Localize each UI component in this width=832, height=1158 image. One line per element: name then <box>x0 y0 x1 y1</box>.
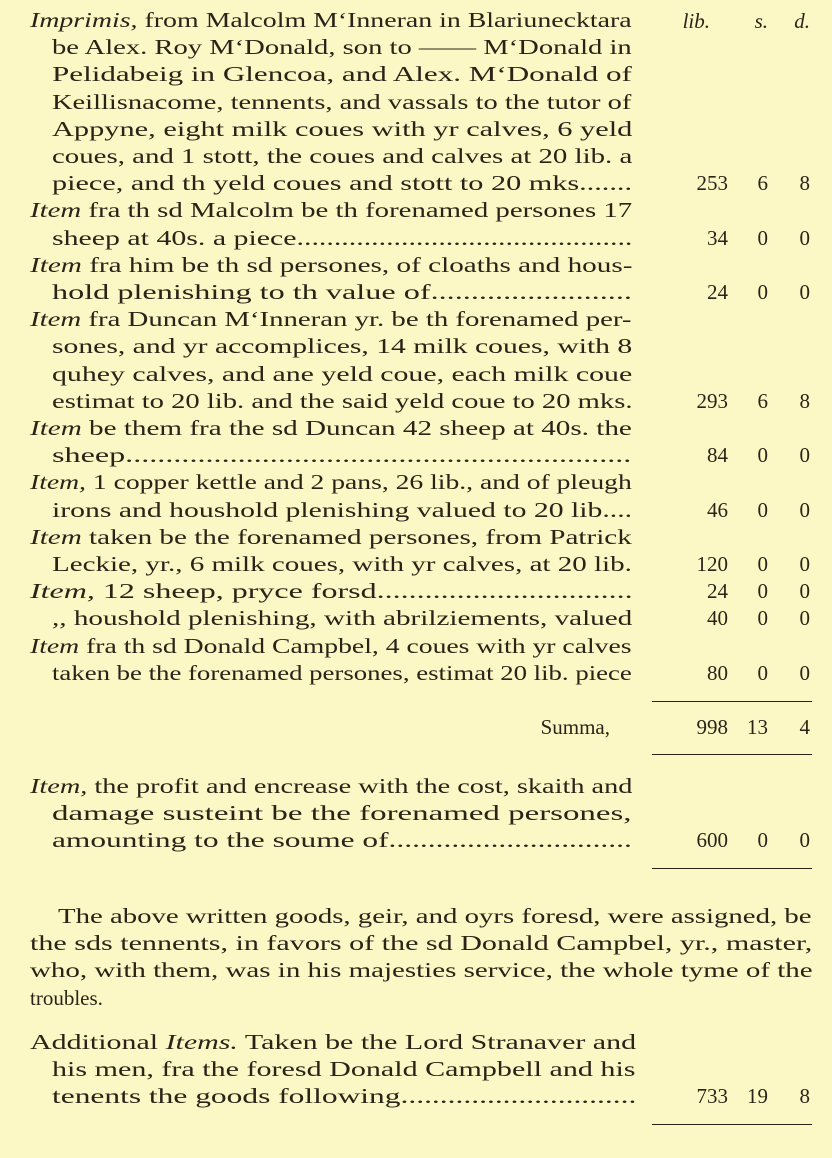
amount-lib: 253 <box>696 171 728 196</box>
entry-line <box>52 827 632 854</box>
amount-lib: 84 <box>707 443 728 468</box>
amount-lib: 24 <box>707 280 728 304</box>
entry-lead: Item <box>30 416 82 440</box>
entry-text: fra Duncan M‘Inneran yr. be th forenamed per- <box>81 307 632 332</box>
amount-d: 0 <box>799 606 810 631</box>
entry-text: coues, and 1 stott, the coues and calves at 20 lib. a <box>52 144 633 168</box>
amount-d: 0 <box>799 552 810 576</box>
entry-text: irons and houshold plenishing valued to 20 lib.... <box>52 497 633 522</box>
amount-d: 0 <box>799 443 810 468</box>
entry-text: the profit and encrease with the cost, skaith and <box>87 774 633 798</box>
rule-below-summa <box>652 754 812 755</box>
entry-line <box>52 800 632 827</box>
entry-line <box>52 34 632 61</box>
entry-first-line <box>30 524 632 551</box>
entry-text: damage susteint be the forenamed persones, <box>52 801 632 826</box>
entry-first-line <box>30 773 632 800</box>
summa-lib: 998 <box>696 715 728 739</box>
amount-d: 0 <box>799 280 810 304</box>
entry-lead: ,, <box>52 606 67 631</box>
entry-line <box>52 333 632 360</box>
amount-d: 0 <box>799 579 810 604</box>
entry-text: estimat to 20 lib. and the said yeld coue to 20 mks. <box>52 388 633 413</box>
amount-d: 0 <box>799 828 810 853</box>
entry-first-line <box>30 415 632 442</box>
entry-text: sheep............................................................... <box>52 443 632 468</box>
entry-line <box>52 551 632 578</box>
entry-lead: Item <box>30 307 82 332</box>
amount-lib: 46 <box>707 497 728 522</box>
amount-s: 6 <box>757 171 768 196</box>
entry-text: Appyne, eight milk coues with yr calves, 6 yeld <box>52 116 633 141</box>
entry-text: fra th sd Donald Campbel, 4 coues with yr calves <box>79 633 632 658</box>
paragraph-line: The above written goods, geir, and oyrs foresd, were assigned, be <box>58 904 812 928</box>
summa-d: 4 <box>799 715 810 739</box>
summa-label: Summa, <box>540 715 610 739</box>
entry-text: his men, fra the foresd Donald Campbell and his <box>52 1057 636 1082</box>
amount-lib: 600 <box>696 828 728 853</box>
amount-d: 8 <box>799 1084 810 1109</box>
entry-text: hold plenishing to th value of......................... <box>52 280 632 304</box>
entry-lead: Items. <box>165 1030 238 1054</box>
amount-s: 6 <box>757 388 768 413</box>
entry-text: piece, and th yeld coues and stott to 20 mks....... <box>52 171 633 196</box>
entry-first-line <box>30 7 632 34</box>
entry-line <box>52 61 632 88</box>
entry-line <box>52 116 632 143</box>
entry-first-line <box>30 469 632 496</box>
rule-below-profit <box>652 868 812 869</box>
entry-text: taken be the forenamed persones, estimat 20 lib. piece <box>52 660 632 685</box>
entry-first-line <box>30 633 632 660</box>
entry-text: houshold plenishing, with abrilziements, valued <box>66 606 633 631</box>
amount-lib: 120 <box>696 552 728 576</box>
entry-line <box>52 170 632 197</box>
entry-line <box>52 279 632 306</box>
amount-s: 0 <box>757 579 768 604</box>
amount-s: 0 <box>757 606 768 631</box>
entry-line <box>52 89 631 116</box>
entry-first-line <box>52 605 632 632</box>
entry-text: Pelidabeig in Glencoa, and Alex. M‘Donald of <box>52 62 632 87</box>
entry-text: 1 copper kettle and 2 pans, 26 lib., and of pleugh <box>85 470 632 495</box>
rule-above-summa <box>652 701 812 702</box>
amount-s: 0 <box>757 497 768 522</box>
entry-text: fra th sd Malcolm be th forenamed persones 17 <box>81 198 633 223</box>
amount-s: 0 <box>757 443 768 468</box>
paragraph-line: who, with them, was in his majesties service, the whole tyme of the <box>30 958 813 983</box>
amount-d: 0 <box>799 225 810 250</box>
amount-s: 0 <box>757 828 768 853</box>
entry-text: fra him be th sd persones, of cloaths and hous- <box>81 252 633 277</box>
entry-text: be Alex. Roy M‘Donald, son to —— M‘Donald in <box>52 35 632 60</box>
entry-lead: Imprimis, <box>30 8 138 32</box>
amount-s: 0 <box>757 552 768 576</box>
entry-line <box>52 361 632 388</box>
column-header-d: d. <box>794 9 810 33</box>
entry-first-line <box>30 1029 636 1056</box>
entry-lead: Item, <box>30 470 86 495</box>
entry-text: sheep at 40s. a piece............................................. <box>52 225 633 250</box>
entry-text: sones, and yr accomplices, 14 milk coues, with 8 <box>52 334 633 359</box>
entry-line <box>52 143 632 170</box>
column-header-s: s. <box>754 9 768 33</box>
entry-text: Leckie, yr., 6 milk coues, with yr calves, at 20 lib. <box>52 552 632 576</box>
entry-lead: Item <box>30 198 82 223</box>
amount-d: 0 <box>799 660 810 685</box>
entry-text: Keillisnacome, tennents, and vassals to the tutor of <box>52 89 632 114</box>
entry-first-line <box>30 197 632 224</box>
entry-line <box>52 388 632 415</box>
paragraph-line: troubles. <box>30 985 103 1010</box>
amount-lib: 733 <box>696 1084 728 1109</box>
entry-line <box>52 660 632 687</box>
entry-line <box>52 497 632 524</box>
amount-s: 19 <box>747 1084 768 1109</box>
entry-text: Taken be the Lord Stranaver and <box>237 1030 637 1054</box>
entry-first-line <box>30 252 632 279</box>
entry-lead: Item <box>30 524 82 549</box>
entry-lead: Item, <box>30 579 95 604</box>
entry-line <box>52 1083 636 1110</box>
column-header-lib: lib. <box>682 9 710 33</box>
amount-s: 0 <box>757 660 768 685</box>
entry-lead: Item <box>30 633 80 658</box>
paragraph-line: the sds tennents, in favors of the sd Donald Campbel, yr., master, <box>30 931 813 956</box>
entry-text: 12 sheep, pryce forsd................................ <box>94 579 633 604</box>
entry-text: quhey calves, and ane yeld coue, each milk coue <box>52 361 633 386</box>
amount-lib: 293 <box>696 388 728 413</box>
amount-d: 8 <box>799 388 810 413</box>
summa-s: 13 <box>747 715 768 739</box>
entry-line <box>52 1056 636 1083</box>
entry-line <box>52 442 631 469</box>
entry-first-line <box>30 578 633 605</box>
entry-lead: Item, <box>30 774 88 798</box>
entry-text: amounting to the soume of............................... <box>52 828 632 853</box>
amount-s: 0 <box>757 225 768 250</box>
entry-prefix: Additional <box>30 1030 166 1054</box>
amount-lib: 40 <box>707 606 728 631</box>
entry-text: be them fra the sd Duncan 42 sheep at 40s. the <box>81 416 632 440</box>
amount-d: 8 <box>799 171 810 196</box>
entry-lead: Item <box>30 252 82 277</box>
amount-d: 0 <box>799 497 810 522</box>
amount-lib: 80 <box>707 660 728 685</box>
entry-text: from Malcolm M‘Inneran in Blariunecktara <box>137 8 632 32</box>
amount-lib: 34 <box>707 225 728 250</box>
amount-s: 0 <box>757 280 768 304</box>
entry-first-line <box>30 306 632 333</box>
entry-text: tenents the goods following.............................. <box>52 1084 637 1109</box>
amount-lib: 24 <box>707 579 728 604</box>
rule-below-additional <box>652 1124 812 1125</box>
entry-text: taken be the forenamed persones, from Patrick <box>81 524 632 549</box>
entry-line <box>52 225 632 252</box>
